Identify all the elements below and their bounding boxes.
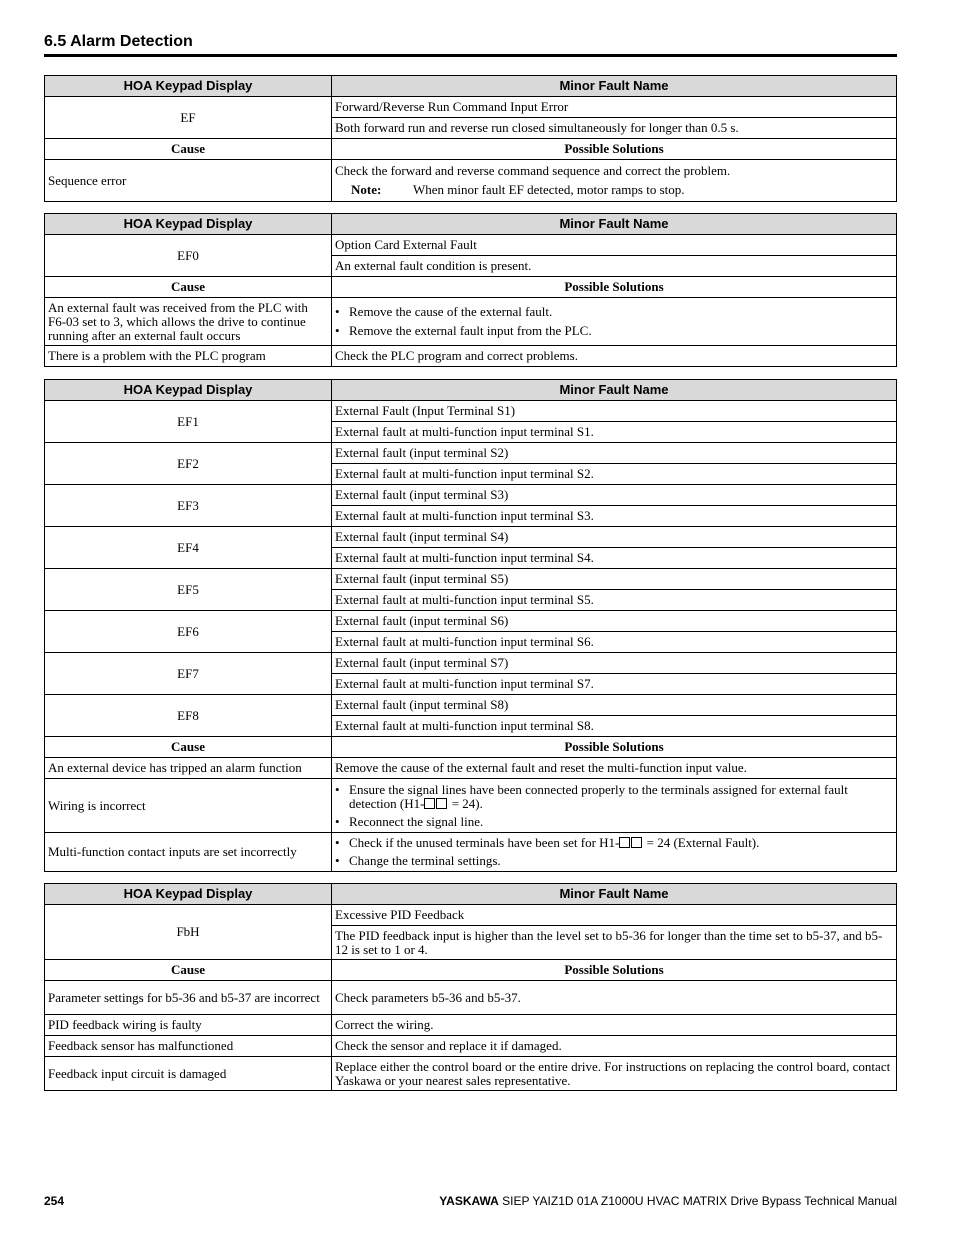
minor-fault-header: Minor Fault Name <box>332 214 897 235</box>
cause-cell: An external fault was received from the PLC with F6-03 set to 3, which allows the drive to continue running after an external fault occurs <box>45 298 332 346</box>
fault-name: Option Card External Fault <box>332 235 897 256</box>
solutions-header: Possible Solutions <box>332 960 897 981</box>
fault-description: External fault at multi-function input terminal S8. <box>332 716 897 737</box>
fault-code: EF0 <box>45 235 332 277</box>
fault-name: External fault (input terminal S7) <box>332 653 897 674</box>
solution-bullet: • Remove the external fault input from the PLC. <box>335 323 592 338</box>
note <box>335 183 893 197</box>
cause-cell: Feedback sensor has malfunctioned <box>45 1036 332 1057</box>
fault-description: External fault at multi-function input terminal S7. <box>332 674 897 695</box>
fault-code: EF6 <box>45 611 332 653</box>
section-header <box>44 33 897 57</box>
manual-name: SIEP YAIZ1D 01A Z1000U HVAC MATRIX Drive Bypass Technical Manual <box>498 1194 897 1208</box>
minor-fault-header: Minor Fault Name <box>332 380 897 401</box>
cause-cell: Wiring is incorrect <box>45 779 332 833</box>
brand-name: YASKAWA <box>439 1194 499 1208</box>
cause-cell: Feedback input circuit is damaged <box>45 1057 332 1091</box>
fault-description: Both forward run and reverse run closed simultaneously for longer than 0.5 s. <box>332 118 897 139</box>
fault-name: External fault (input terminal S3) <box>332 485 897 506</box>
fault-code: EF5 <box>45 569 332 611</box>
solution-cell: Check the PLC program and correct problems. <box>332 346 897 367</box>
fault-description: External fault at multi-function input terminal S4. <box>332 548 897 569</box>
fault-table-ef <box>44 75 897 202</box>
fault-code: EF4 <box>45 527 332 569</box>
fault-code: EF7 <box>45 653 332 695</box>
fault-name: External Fault (Input Terminal S1) <box>332 401 897 422</box>
cause-cell: An external device has tripped an alarm function <box>45 758 332 779</box>
solution-cell <box>332 298 897 346</box>
fault-description: External fault at multi-function input terminal S6. <box>332 632 897 653</box>
fault-name: Excessive PID Feedback <box>332 905 897 926</box>
fault-name: Forward/Reverse Run Command Input Error <box>332 97 897 118</box>
fault-description: The PID feedback input is higher than the level set to b5-36 for longer than the time set to b5-37, and b5-12 is set to 1 or 4. <box>332 926 897 960</box>
solution-bullet: • Check if the unused terminals have been set for H1- = 24 (External Fault). <box>335 835 760 850</box>
hoa-header: HOA Keypad Display <box>45 214 332 235</box>
solution-bullet: • Change the terminal settings. <box>335 853 501 868</box>
square-icon <box>424 798 435 809</box>
fault-table-fbh <box>44 883 897 1091</box>
section-rule <box>44 54 897 57</box>
fault-name: External fault (input terminal S8) <box>332 695 897 716</box>
cause-header: Cause <box>45 960 332 981</box>
solution-cell: Check parameters b5-36 and b5-37. <box>332 981 897 1015</box>
section-title: 6.5 Alarm Detection <box>44 33 193 50</box>
square-icon <box>619 837 630 848</box>
fault-table-ef0 <box>44 213 897 367</box>
solution-bullet: • Remove the cause of the external fault. <box>335 304 553 319</box>
minor-fault-header: Minor Fault Name <box>332 884 897 905</box>
solution-cell: Check the sensor and replace it if damaged. <box>332 1036 897 1057</box>
cause-cell: Parameter settings for b5-36 and b5-37 are incorrect <box>45 981 332 1015</box>
solution-bullet: • Ensure the signal lines have been connected properly to the terminals assigned for external fault detection (H1- = 24). <box>335 781 848 811</box>
cause-cell: There is a problem with the PLC program <box>45 346 332 367</box>
fault-name: External fault (input terminal S6) <box>332 611 897 632</box>
fault-description: External fault at multi-function input terminal S3. <box>332 506 897 527</box>
solution-cell <box>332 833 897 872</box>
fault-code: FbH <box>45 905 332 960</box>
fault-description: External fault at multi-function input terminal S2. <box>332 464 897 485</box>
square-icon <box>436 798 447 809</box>
cause-header: Cause <box>45 139 332 160</box>
fault-description: An external fault condition is present. <box>332 256 897 277</box>
minor-fault-header: Minor Fault Name <box>332 76 897 97</box>
fault-code: EF8 <box>45 695 332 737</box>
solution-text: Check the forward and reverse command sequence and correct the problem. <box>335 163 731 178</box>
fault-code: EF <box>45 97 332 139</box>
hoa-header: HOA Keypad Display <box>45 380 332 401</box>
manual-title <box>439 1194 897 1208</box>
note-label: Note: <box>351 182 382 197</box>
cause-header: Cause <box>45 277 332 298</box>
fault-name: External fault (input terminal S5) <box>332 569 897 590</box>
solution-cell: Remove the cause of the external fault and reset the multi-function input value. <box>332 758 897 779</box>
cause-header: Cause <box>45 737 332 758</box>
solutions-header: Possible Solutions <box>332 139 897 160</box>
fault-code: EF1 <box>45 401 332 443</box>
cause-cell: PID feedback wiring is faulty <box>45 1015 332 1036</box>
solution-cell <box>332 779 897 833</box>
fault-table-ef1-ef8 <box>44 379 897 872</box>
solutions-header: Possible Solutions <box>332 737 897 758</box>
page-number: 254 <box>44 1194 65 1208</box>
cause-cell: Sequence error <box>45 160 332 202</box>
hoa-header: HOA Keypad Display <box>45 76 332 97</box>
solution-cell: Replace either the control board or the entire drive. For instructions on replacing the control board, contact Yaskawa or your nearest sales representative. <box>332 1057 897 1091</box>
solution-cell <box>332 160 897 202</box>
fault-description: External fault at multi-function input terminal S5. <box>332 590 897 611</box>
solutions-header: Possible Solutions <box>332 277 897 298</box>
square-icon <box>631 837 642 848</box>
fault-code: EF2 <box>45 443 332 485</box>
fault-code: EF3 <box>45 485 332 527</box>
note-text: When minor fault EF detected, motor ramps to stop. <box>413 182 685 197</box>
fault-name: External fault (input terminal S2) <box>332 443 897 464</box>
cause-cell: Multi-function contact inputs are set incorrectly <box>45 833 332 872</box>
solution-bullet: • Reconnect the signal line. <box>335 813 484 829</box>
fault-name: External fault (input terminal S4) <box>332 527 897 548</box>
solution-cell: Correct the wiring. <box>332 1015 897 1036</box>
hoa-header: HOA Keypad Display <box>45 884 332 905</box>
fault-description: External fault at multi-function input terminal S1. <box>332 422 897 443</box>
